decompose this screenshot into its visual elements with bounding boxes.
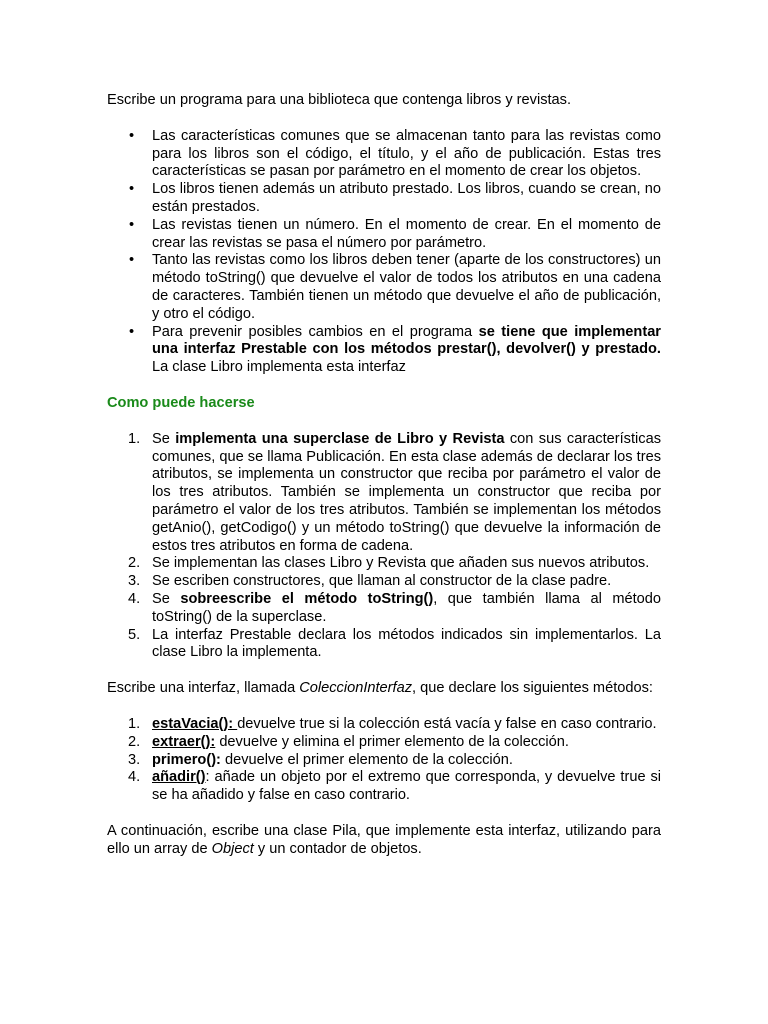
list-item-text: Se escriben constructores, que llaman al constructor de la clase padre.	[152, 573, 612, 590]
paragraph-text: y un contador de objetos.	[253, 840, 422, 857]
method-description: devuelve el primer elemento de la colección.	[220, 751, 513, 768]
paragraph-text: Escribe una interfaz, llamada	[107, 680, 300, 697]
list-item-text: Se	[152, 430, 176, 447]
list-number: 3.	[128, 751, 141, 768]
list-number: 2.	[128, 733, 141, 750]
list-item: • Las características comunes que se almacenan tanto para las revistas como para los libros son el código, el título, y el año de publicación. Estas tres características se pasan por parámetro en el momento de crear los objetos.	[152, 128, 661, 181]
list-number: 5.	[128, 626, 141, 643]
final-paragraph	[107, 823, 661, 859]
steps-list	[107, 431, 661, 662]
list-item-text: con sus características comunes, que se llama Publicación. En esta clase además de declarar los tres atributos, se implementa un constructor que reciba por parámetro el valor de los tres atributos. También se implementa un constructor que reciba por parámetro el valor de los tres atributos. También se implementan los métodos getAnio(), getCodigo() y un método toString() que devuelve la información de estos tres atributos en forma de cadena.	[152, 430, 661, 554]
intro-paragraph: Escribe un programa para una biblioteca que contenga libros y revistas.	[107, 92, 572, 108]
list-item-bold: sobreescribe el método toString()	[180, 590, 434, 607]
paragraph-text: A continuación, escribe una clase Pila, que implemente esta interfaz, utilizando para ello un array de	[107, 822, 661, 857]
list-item: • Las revistas tienen un número. En el momento de crear. En el momento de crear las revistas se pasa el número por parámetro.	[152, 217, 661, 253]
list-item	[128, 733, 661, 752]
list-item: • Tanto las revistas como los libros deben tener (aparte de los constructores) un método toString() que devuelve el valor de todos los atributos en una cadena de caracteres. También tienen un método que devuelve el año de publicación, y otro el código.	[152, 252, 661, 323]
method-name: añadir()	[152, 769, 206, 786]
method-description: devuelve y elimina el primer elemento de la colección.	[215, 733, 569, 750]
list-item-bold: implementa una superclase de Libro y Revista	[175, 430, 505, 447]
method-name: estaVacia():	[152, 715, 238, 732]
list-number: 2.	[128, 555, 141, 572]
list-item	[128, 573, 661, 591]
list-number: 1.	[128, 715, 141, 732]
list-item	[128, 751, 661, 770]
list-item	[128, 626, 661, 663]
paragraph-text: , que declare los siguientes métodos:	[412, 680, 653, 697]
methods-list	[107, 716, 661, 805]
list-item	[128, 769, 661, 805]
list-item	[128, 430, 661, 556]
list-item	[128, 715, 661, 734]
list-item-text: Se	[152, 590, 181, 607]
list-item-text: Se implementan las clases Libro y Revista que añaden sus nuevos atributos.	[152, 555, 650, 572]
list-number: 3.	[128, 573, 141, 590]
list-item	[128, 555, 661, 573]
list-item	[152, 324, 661, 377]
list-item: • Los libros tienen además un atributo prestado. Los libros, cuando se crean, no están prestados.	[152, 181, 661, 217]
interface-paragraph	[107, 680, 661, 698]
requirements-list	[107, 128, 661, 377]
interface-name: ColeccionInterfaz	[299, 680, 413, 697]
list-item	[128, 590, 661, 627]
list-number: 4.	[128, 769, 141, 786]
method-description: devuelve true si la colección está vacía y false en caso contrario.	[237, 715, 657, 732]
list-number: 4.	[128, 590, 141, 607]
list-item-text: La clase Libro implementa esta interfaz	[152, 359, 406, 376]
method-name: primero():	[152, 751, 221, 768]
list-item-text: La interfaz Prestable declara los métodos indicados sin implementarlos. La clase Libro la implementa.	[152, 626, 661, 661]
document-body	[107, 92, 661, 858]
type-name: Object	[211, 840, 254, 857]
list-item-text: Para prevenir posibles cambios en el programa	[152, 323, 479, 340]
list-item-text: , que también llama al método toString() de la superclase.	[152, 590, 661, 625]
section-heading: Como puede hacerse	[107, 394, 255, 411]
list-number: 1.	[128, 430, 141, 447]
list-item-bold: se tiene que implementar una interfaz Prestable con los métodos prestar(), devolver() y prestado.	[152, 323, 661, 358]
method-description: : añade un objeto por el extremo que corresponda, y devuelve true si se ha añadido y false en caso contrario.	[152, 769, 661, 804]
method-name: extraer():	[152, 733, 216, 750]
